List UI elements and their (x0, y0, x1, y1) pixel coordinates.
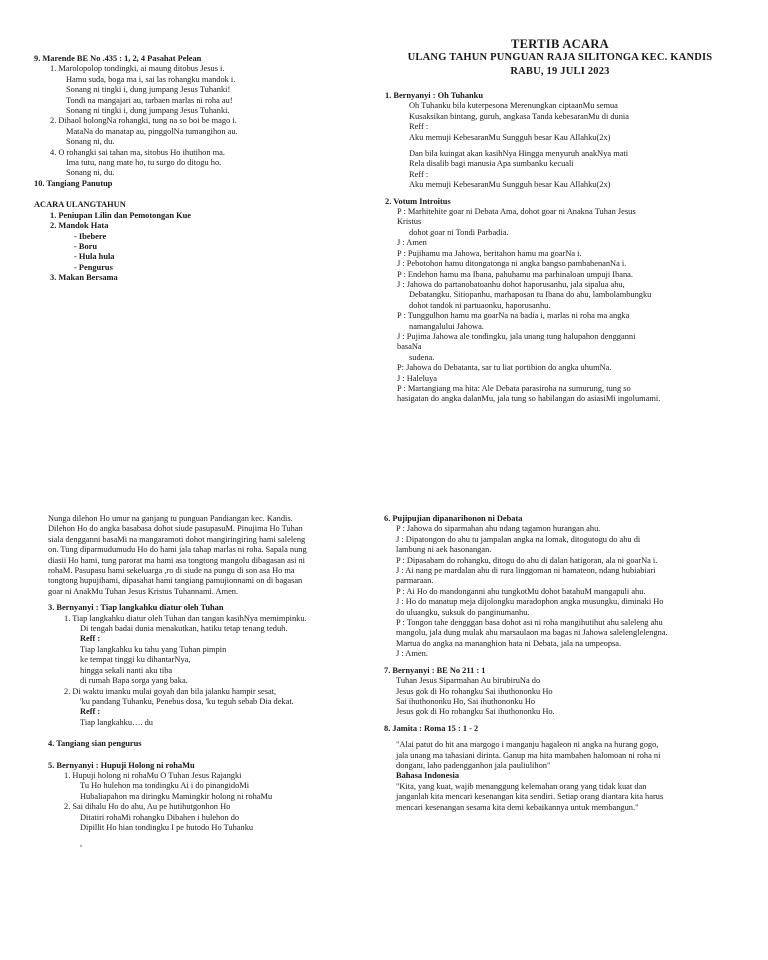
header-block (378, 37, 742, 78)
text-line: 2. Di waktu imanku mulai goyah dan bila jalanku hampir sesat, (64, 686, 277, 696)
text-line: 3. Makan Bersama (50, 273, 118, 283)
text-line: parmaraan. (396, 576, 434, 586)
text-line: Dipillit Ho hian tondingku I pe hutodo Ho Tuhanku (80, 822, 254, 832)
text-line: J : Ai nang pe mardalan ahu di rura linggoman ni hamateon, ndang hubiabiari (396, 566, 656, 576)
text-line: Rela disalib bagi manusia Apa sumbanku kecuali (409, 159, 574, 169)
text-line: 2. Votum Introitus (385, 196, 451, 206)
text-line: P : Jahowa do siparmahan ahu ndang tagamon hurangan ahu. (396, 524, 601, 534)
text-line: ke tempat tinggi ku dihantarNya, (80, 655, 191, 665)
text-line: Aku memuji KebesaranMu Sungguh besar Kau Allahku(2x) (409, 132, 611, 142)
text-line: "Alai patut do hit ana margogo i manganju hagaleon ni angka na hurang gogo, (396, 740, 659, 750)
text-line: Aku memuji KebesaranMu Sungguh besar Kau Allahku(2x) (409, 180, 611, 190)
liturgy-list (385, 91, 730, 405)
right-bottom-column (384, 514, 732, 813)
text-line: donganı, laho padengganhon jala pauliulihon" (396, 760, 551, 770)
text-line: di rumah Bapa sorga yang baka. (80, 676, 188, 686)
text-line: 1. Tiap langkahku diatur oleh Tuhan dan tangan kasihNya memimpinku. (64, 613, 307, 623)
text-line: 2. Dihaol holongNa rohangki, tung na so boi be mago i. (50, 116, 237, 126)
text-line: Reff : (80, 707, 101, 717)
text-line: 4. Tangiang sian pengurus (48, 739, 142, 749)
text-line: - Boru (74, 241, 98, 251)
left-top-column (34, 54, 364, 284)
document-subtitle: ULANG TAHUN PUNGUAN RAJA SILITONGA KEC. KANDIS (407, 52, 713, 63)
text-line: sudena. (409, 352, 435, 362)
text-line: Sai ihuthononku Ho, Sai ihuthononku Ho (396, 696, 536, 706)
text-line: 6. Pujipujian dipanarihonon ni Debata (384, 514, 523, 523)
text-line: MataNa do manatap au, pinggolNa tumangihon au. (66, 126, 238, 136)
text-line: Dilehon Ho do angka basabasa dohot siude pasupasuM. Pinujima Ho Tuhan (48, 524, 303, 534)
text-line: 3. Bernyanyi : Tiap langkahku diatur oleh Tuhan (48, 603, 224, 613)
text-line: Kusaksikan bintang, guruh, angkasa Tanda kebesaranMu di dunia (409, 111, 629, 121)
text-line: P : Endehon hamu ma Ibana, pahuhamu ma parhinaloan umpuji Ibana. (397, 269, 633, 279)
text-line: P: Jahowa do Debatanta, sar tu liat portibion do angka uhumNa. (397, 363, 612, 373)
text-line: Sonang ni, du. (66, 168, 115, 178)
left-bottom-column (48, 514, 358, 850)
text-line: Sonang ni, du. (66, 137, 115, 147)
program-items-list (34, 54, 364, 284)
text-line: "Kita, yang kuat, wajib menanggung kelemahan orang yang tidak kuat dan (396, 781, 647, 791)
text-line: janganlah kita mencari kesenangan kita sendiri. Setiap orang diantara kita harus (396, 792, 664, 802)
text-line: Ima tutu, nang mate ho, tu surgo do ditogu ho. (66, 158, 222, 168)
text-line: dohot tandok ni partuaonku, haporusanhu. (409, 300, 551, 310)
text-line: J : Pujima Jahowa ale tondingku, jala unang tung halupahon dengganni (397, 331, 636, 341)
text-line: Jesus gok di Ho rohangku Sai ihuthononku Ho. (396, 707, 555, 717)
text-line: dohot goar ni Tondi Parbadia. (409, 227, 509, 237)
text-line: 8. Jamita : Roma 15 : 1 - 2 (384, 723, 479, 733)
text-line: 1. Peniupan Lilin dan Pemotongan Kue (50, 210, 192, 220)
text-line: Tuhan Jesus Siparmahan Au birubiruNa do (396, 676, 541, 686)
text-line: ACARA ULANGTAHUN (34, 200, 126, 210)
text-line: Kristus (397, 217, 422, 227)
text-line: hingga sekali nanti aku tiba (80, 665, 173, 675)
text-line: Martua do angka na mananghion hata ni Debata, jala na umpeopsa. (396, 638, 622, 648)
text-line: Tondi na mangajari au, tarbaen marlas ni roha au! (66, 95, 233, 105)
text-line: P : Martangiang ma hita: Ale Debata parasiroha na sumurung, tung so (397, 383, 631, 393)
text-line: J : Dipatongon do ahu tu jampalan angka na lomak, ditogutogu do ahu di (396, 534, 641, 544)
text-line: Tiap langkahku…. du (80, 717, 153, 727)
text-line: Bahasa Indonesia (396, 771, 460, 781)
text-line: Hubaliapahon ma diringku Mamingkir holong ni rohaMu (80, 791, 273, 801)
text-line: 'ku pandang Tuhanku, Penebus dosa, 'ku teguh sebab Dia dekat. (80, 696, 294, 706)
text-line: tongtong hupujihami, dipasahat hami tangiang pamujionnami on di bagasan (48, 576, 303, 586)
text-line: Debatangku. Sitiopanhu, marhaposan tu Ibana do ahu, lambolambungku (409, 290, 652, 300)
text-line: lambung ni aek hasonangan. (396, 545, 492, 555)
text-line: hasigatan do angka dalanMu, jala tung so habilangan do asiasiMi ingolumami. (397, 394, 661, 404)
spacer (48, 750, 358, 761)
text-line: Sonang ni tingki i, dung jumpang Jesus Tuhanki. (66, 106, 230, 116)
text-line: 4. O rohangki sai tahan ma, sitobus Ho ihutihon ma. (50, 147, 225, 157)
document-title: TERTIB ACARA (511, 37, 609, 51)
text-line: 1. Marolopolop tondingki, ai maung ditobus Jesus i. (50, 64, 225, 74)
text-line: 2. Sai dihalu Ho do ahu, Au pe hutihutgonhon Ho (64, 802, 231, 812)
text-line: P : Ai Ho do mandonganni ahu tungkotMu dohot batahuM mangapuli ahu. (396, 586, 646, 596)
text-line: Ditatiri rohaMi rohangku Dibahen i hulehon do (80, 812, 240, 822)
text-line: namangalului Jahowa. (409, 321, 484, 331)
text-line: J : Amen. (396, 649, 428, 659)
text-line: diasii Ho hami, tung parorat ma hami asa tongtong mangolu dibagasan asi ni (48, 555, 306, 565)
text-line: , (80, 839, 83, 849)
text-line: mangolu, jala dung mulak ahu marsaulaon ma bagas ni Jahowa salelenglelengna. (396, 628, 668, 638)
text-line: Oh Tuhanku bila kuterpesona Merenungkan ciptaanMu semua (409, 101, 618, 111)
text-line: Nunga dilehon Ho umur na ganjang tu punguan Pandiangan kec. Kandis. (48, 514, 293, 523)
text-line: Tu Ho hulehon ma tondingku Ai i do pinangidoMi (80, 781, 250, 791)
text-line: J : Haleluya (397, 373, 438, 383)
text-line: Reff : (409, 122, 429, 132)
right-top-column (385, 91, 730, 405)
document-date: RABU, 19 JULI 2023 (510, 65, 610, 77)
scripture-and-sermon-list (384, 514, 732, 813)
text-line: Reff : (409, 169, 429, 179)
text-line: Di tengah badai dunia menakutkan, hatiku tetap tenang teduh. (80, 624, 288, 634)
text-line: - Pengurus (74, 262, 113, 272)
spacer (34, 189, 364, 200)
text-line: J : Jahowa do partanobatoanhu dohot haporusanhu, jala sipalua ahu, (397, 279, 625, 289)
text-line: 1. Hupuji holong ni rohaMu O Tuhan Jesus Rajangki (64, 770, 242, 780)
text-line: J : Ho do manatup meja dijolongku maradophon angka musungku, diminaki Ho (396, 597, 664, 607)
text-line: J : Amen (397, 238, 427, 248)
text-line: basaNa (397, 342, 422, 352)
prayer-and-songs-list (48, 514, 358, 850)
spacer (48, 728, 358, 739)
text-line: P : Tongon tahe dengggan basa dohot asi ni roha mangihutihut ahu saleleng ahu (396, 618, 663, 628)
text-line: P : Dipasabam do rohangku, ditogu do ahu di dalan hatigoran, ala ni goarNa i. (396, 555, 658, 565)
text-line: Jesus gok di Ho rohangku Sai ihuthononku Ho (396, 686, 553, 696)
text-line: 5. Bernyanyi : Hupuji Holong ni rohaMu (48, 760, 195, 770)
text-line: - Hula hula (74, 252, 115, 262)
text-line: P : Tunggulhon hamu ma goarNa na badia i, marlas ni roha ma angka (397, 311, 630, 321)
text-line: 7. Bernyanyi : BE No 211 : 1 (384, 665, 486, 675)
text-line: Dan bila kuingat akan kasihNya Hingga menyuruh anakNya mati (409, 149, 629, 159)
text-line: P : Marhitehite goar ni Debata Ama, dohot goar ni Anakna Tuhan Jesus (397, 207, 636, 217)
text-line: do uluangku, suksuk do panginumanhu. (396, 607, 530, 617)
text-line: 10. Tangiang Panutup (34, 178, 113, 188)
text-line: mencari kesenangan sesama kita demi kebaikannya untuk membangun." (396, 802, 639, 812)
text-line: on. Tung diparmudumudu Ho do hami jala tahap marlas ni roha. Sapala nung (48, 545, 307, 555)
text-line: goar ni AnakMu Tuhan Jesus Kristus Tuhannami. Amen. (48, 586, 239, 596)
text-line: Sonang ni tingki i, dung jumpang Jesus Tuhanki! (66, 85, 231, 95)
text-line: jala unang ma tahasiani dirinta. Ganup ma hita mambahen halomoan ni roha ni (396, 750, 661, 760)
text-line: 9. Marende BE No .435 : 1, 2, 4 Pasahat Pelean (34, 54, 202, 63)
text-line: P : Pujihamu ma Jahowa, beritahon hamu ma goarNa i. (397, 248, 582, 258)
text-line: 2. Mandok Hata (50, 221, 109, 231)
text-line: rohaM. Pasupasu hami sekeluarga ,ro di siude na pungu di son asa Ho ma (48, 566, 295, 576)
text-line: Tiap langkahku ku tahu yang Tuhan pimpin (80, 644, 227, 654)
text-line: - Ibebere (74, 231, 107, 241)
text-line: Hamu suda, boga ma i, sai las rohangku mandok i. (66, 74, 236, 84)
text-line: Reff : (80, 634, 101, 644)
text-line: siala dengganni basaMi na mangaramoti dohot mangiringiring hami saleleng (48, 534, 306, 544)
text-line: 1. Bernyanyi : Oh Tuhanku (385, 91, 483, 100)
text-line: J : Pebotohon hamu ditongatonga ni angka bangso pambahenanNa i. (397, 259, 627, 269)
